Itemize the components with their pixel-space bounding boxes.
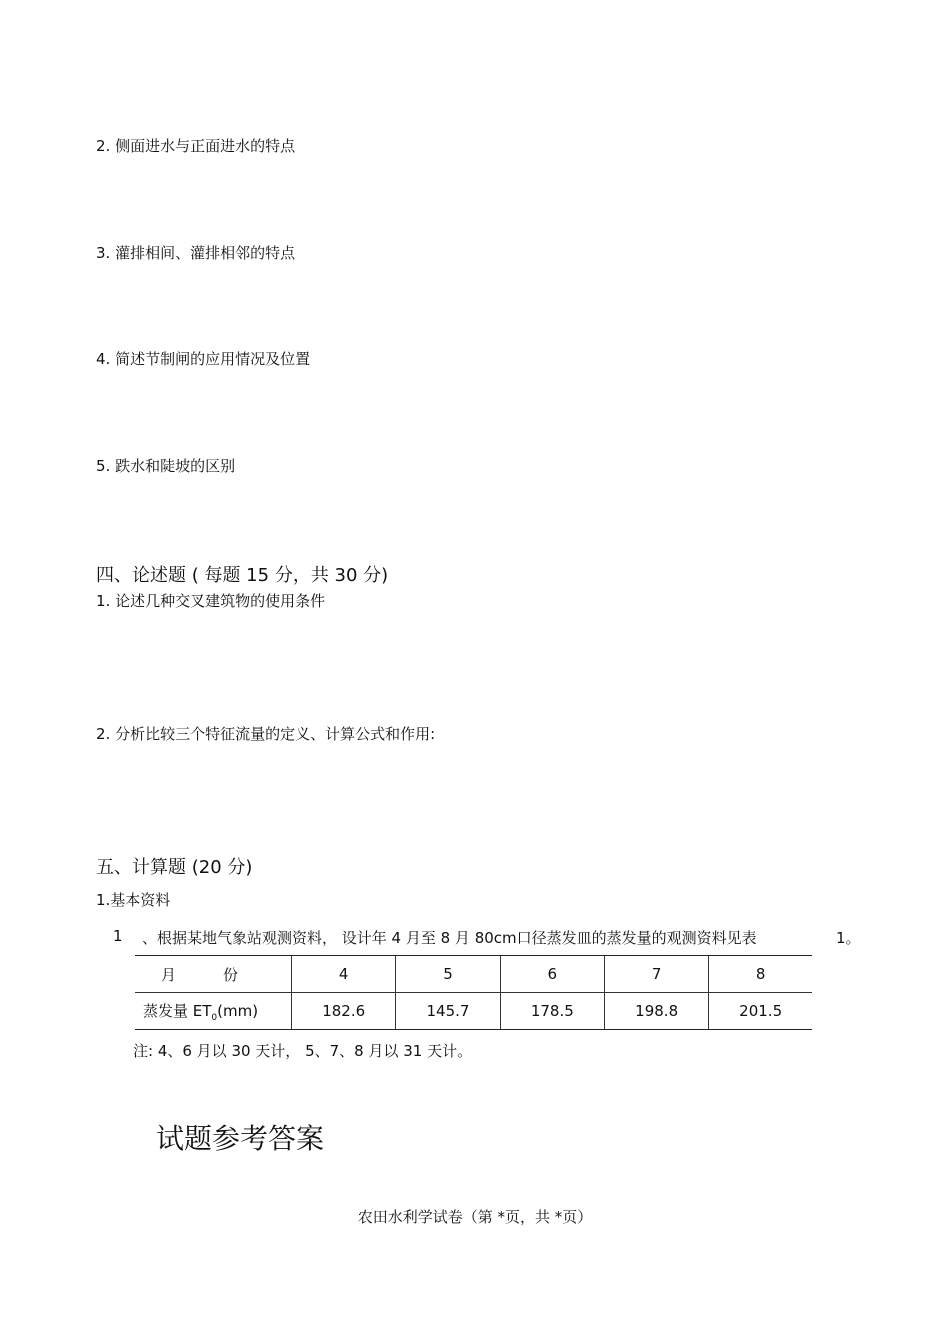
row-label-subscript: 0 bbox=[211, 1012, 218, 1023]
question-2: 2. 侧面进水与正面进水的特点 bbox=[96, 137, 296, 155]
question-3: 3. 灌排相间、灌排相邻的特点 bbox=[96, 244, 296, 262]
basic-data-label: 1.基本资料 bbox=[96, 891, 171, 909]
table-note: 注: 4、6 月以 30 天计， 5、7、8 月以 31 天计。 bbox=[133, 1042, 473, 1060]
section-5-title: 五、计算题 (20 分) bbox=[96, 857, 253, 878]
month-cell: 7 bbox=[604, 956, 708, 993]
question-4: 4. 简述节制闸的应用情况及位置 bbox=[96, 350, 311, 368]
value-cell: 182.6 bbox=[292, 993, 396, 1030]
month-cell: 5 bbox=[396, 956, 500, 993]
header-month-label-a: 月 bbox=[161, 965, 177, 984]
section-4-question-2: 2. 分析比较三个特征流量的定义、计算公式和作用: bbox=[96, 725, 436, 743]
item-table-ref: 1。 bbox=[836, 929, 861, 947]
table-data-row bbox=[135, 993, 812, 1030]
section-4-title: 四、论述题 ( 每题 15 分，共 30 分) bbox=[96, 565, 389, 586]
evaporation-table bbox=[135, 955, 812, 1030]
month-cell: 8 bbox=[709, 956, 812, 993]
value-cell: 198.8 bbox=[604, 993, 708, 1030]
row-label-cell bbox=[135, 993, 292, 1030]
row-label-b: (mm) bbox=[217, 1001, 259, 1020]
value-cell: 178.5 bbox=[500, 993, 604, 1030]
section-4-question-1: 1. 论述几种交叉建筑物的使用条件 bbox=[96, 592, 326, 610]
question-5: 5. 跌水和陡坡的区别 bbox=[96, 457, 236, 475]
page-footer: 农田水利学试卷（第 *页，共 *页） bbox=[357, 1208, 593, 1226]
answer-title: 试题参考答案 bbox=[156, 1122, 325, 1155]
item-number: 1 bbox=[113, 927, 123, 945]
value-cell: 145.7 bbox=[396, 993, 500, 1030]
header-month-label-b: 份 bbox=[223, 965, 239, 984]
table-header-row bbox=[135, 956, 812, 993]
row-label-a: 蒸发量 ET bbox=[143, 1001, 212, 1020]
item-text: 、根据某地气象站观测资料， 设计年 4 月至 8 月 80cm口径蒸发皿的蒸发量的观测资料见表 bbox=[142, 929, 757, 947]
month-cell: 6 bbox=[500, 956, 604, 993]
header-month-cell bbox=[135, 956, 292, 993]
month-cell: 4 bbox=[292, 956, 396, 993]
value-cell: 201.5 bbox=[709, 993, 812, 1030]
